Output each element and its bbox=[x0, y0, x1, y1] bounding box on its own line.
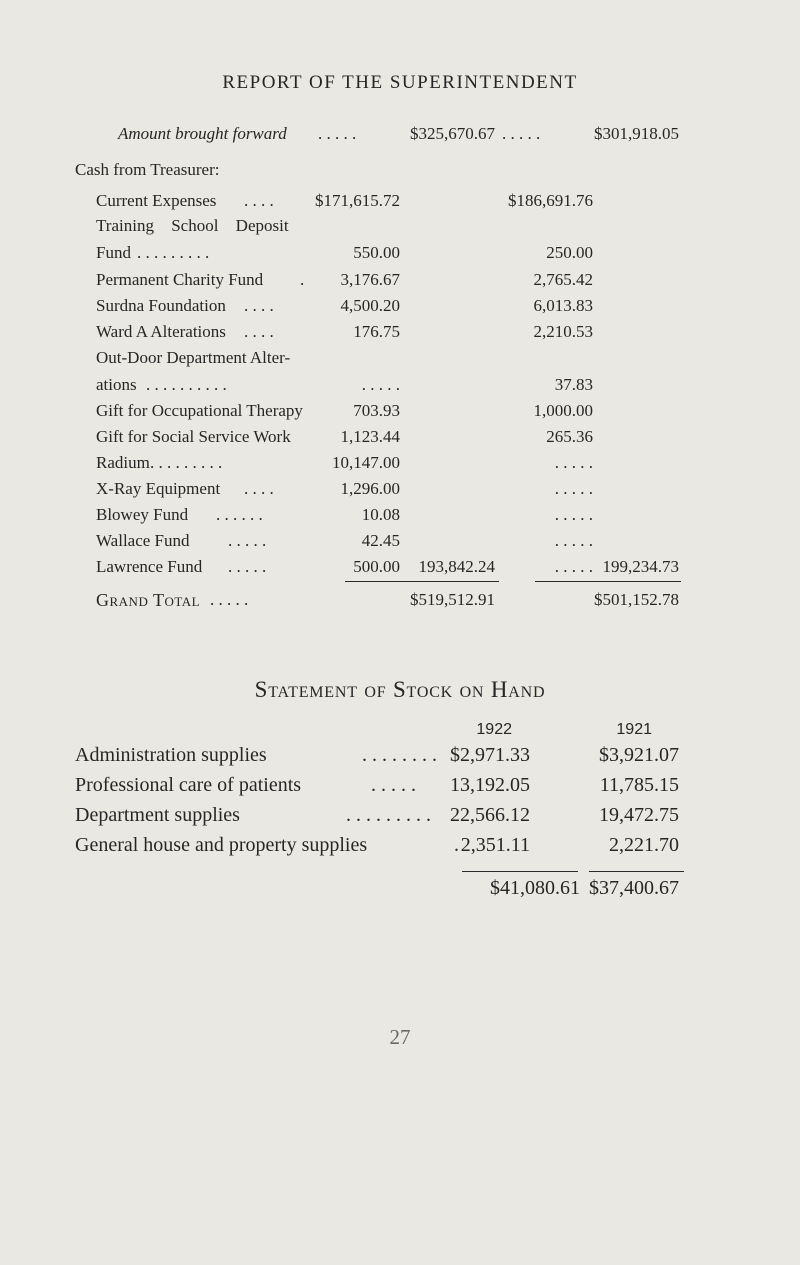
total-rule-1921 bbox=[535, 581, 681, 582]
row-label: Training School Deposit bbox=[96, 216, 289, 235]
amount-1921: . . . . . bbox=[554, 479, 593, 498]
amount-1922: . . . . . bbox=[361, 375, 400, 394]
amount-1922: 1,123.44 bbox=[340, 427, 400, 446]
amount-1922: $171,615.72 bbox=[315, 191, 400, 210]
row-label: Blowey Fund bbox=[96, 505, 189, 524]
row-label: General house and property supplies bbox=[75, 834, 368, 856]
stock-total-rule-1922 bbox=[462, 871, 578, 872]
grand-total-1922: $519,512.91 bbox=[410, 590, 495, 609]
row-label: Ward A Alterations bbox=[96, 322, 226, 341]
amount-1921: 6,013.83 bbox=[533, 296, 593, 315]
amount-1922: 1,296.00 bbox=[340, 479, 400, 498]
leader-dots: . . . . . bbox=[228, 531, 267, 550]
brought-forward-label: Amount brought forward bbox=[118, 124, 287, 143]
amount-1921: . . . . . bbox=[554, 557, 593, 576]
amount-1922: 703.93 bbox=[353, 401, 400, 420]
stock-1921: 2,221.70 bbox=[609, 834, 679, 856]
amount-1921: . . . . . bbox=[554, 505, 593, 524]
year-header-1921: 1921 bbox=[616, 721, 652, 738]
cash-heading: Cash from Treasurer: bbox=[75, 160, 220, 179]
amount-1921: 265.36 bbox=[546, 427, 593, 446]
leader-dots: . bbox=[454, 834, 459, 856]
amount-1922: 4,500.20 bbox=[340, 296, 400, 315]
grand-total-1921: $501,152.78 bbox=[594, 590, 679, 609]
row-label-continued: ations bbox=[96, 375, 137, 394]
amount-1921: 2,765.42 bbox=[533, 270, 593, 289]
leader-dots: . . . . . . . . . bbox=[137, 243, 210, 262]
stock-1922: 2,351.11 bbox=[460, 834, 530, 856]
amount-1922: 42.45 bbox=[361, 531, 400, 550]
amount-1922: 550.00 bbox=[353, 243, 400, 262]
leader-dots: . . . . . bbox=[502, 124, 541, 143]
amount-1921: 1,000.00 bbox=[533, 401, 593, 420]
amount-1921: 250.00 bbox=[546, 243, 593, 262]
row-label: Gift for Social Service Work bbox=[96, 427, 291, 446]
leader-dots: . . . . bbox=[244, 296, 274, 315]
leader-dots: . . . . bbox=[244, 191, 274, 210]
running-head: REPORT OF THE SUPERINTENDENT bbox=[222, 72, 578, 93]
amount-1921: . . . . . bbox=[554, 531, 593, 550]
row-label-continued: Fund bbox=[96, 243, 131, 262]
leader-dots: . . . . . . bbox=[216, 505, 263, 524]
row-label: Out-Door Department Alter- bbox=[96, 348, 291, 367]
row-label: Gift for Occupational Therapy bbox=[96, 401, 303, 420]
leader-dots: . . . . bbox=[244, 322, 274, 341]
row-label: Surdna Foundation bbox=[96, 296, 226, 315]
leader-dots: . . . . . bbox=[228, 557, 267, 576]
leader-dots: . . . . . . . . . bbox=[150, 453, 223, 472]
leader-dots: . bbox=[300, 270, 305, 289]
amount-1921: $186,691.76 bbox=[508, 191, 593, 210]
stock-1922: 13,192.05 bbox=[450, 774, 530, 796]
leader-dots: . . . . . bbox=[371, 774, 416, 796]
subtotal-1921: 199,234.73 bbox=[602, 557, 679, 576]
row-label: Professional care of patients bbox=[75, 774, 302, 796]
stock-1922: $2,971.33 bbox=[450, 744, 530, 766]
stock-1921: 11,785.15 bbox=[599, 774, 679, 796]
leader-dots: . . . . . . . . . bbox=[346, 804, 431, 826]
grand-total-label: Grand Total bbox=[96, 590, 201, 610]
amount-1921: 37.83 bbox=[554, 375, 593, 394]
amount-1921: . . . . . bbox=[554, 453, 593, 472]
subtotal-1922: 193,842.24 bbox=[418, 557, 495, 576]
amount-1922: 10.08 bbox=[361, 505, 400, 524]
year-header-1922: 1922 bbox=[476, 721, 512, 738]
stock-total-rule-1921 bbox=[589, 871, 684, 872]
brought-forward-1922: $325,670.67 bbox=[410, 124, 495, 143]
leader-dots: . . . . . . . . bbox=[362, 744, 437, 766]
row-label: Lawrence Fund bbox=[96, 557, 203, 576]
leader-dots: . . . . . bbox=[318, 124, 357, 143]
leader-dots: . . . . bbox=[244, 479, 274, 498]
amount-1921: 2,210.53 bbox=[533, 322, 593, 341]
amount-1922: 500.00 bbox=[353, 557, 400, 576]
row-label: Radium bbox=[96, 453, 150, 472]
row-label: Permanent Charity Fund bbox=[96, 270, 264, 289]
stock-1922: 22,566.12 bbox=[450, 804, 530, 826]
row-label: Current Expenses bbox=[96, 191, 217, 210]
brought-forward-1921: $301,918.05 bbox=[594, 124, 679, 143]
amount-1922: 176.75 bbox=[353, 322, 400, 341]
row-label: Administration supplies bbox=[75, 744, 267, 766]
amount-1922: 3,176.67 bbox=[340, 270, 400, 289]
total-rule-1922 bbox=[345, 581, 499, 582]
page-number: 27 bbox=[389, 1025, 411, 1049]
row-label: Wallace Fund bbox=[96, 531, 190, 550]
stock-1921: $3,921.07 bbox=[599, 744, 679, 766]
stock-1921: 19,472.75 bbox=[599, 804, 679, 826]
amount-1922: 10,147.00 bbox=[332, 453, 400, 472]
stock-title: Statement of Stock on Hand bbox=[254, 677, 546, 702]
row-label: X-Ray Equipment bbox=[96, 479, 221, 498]
stock-total-1921: $37,400.67 bbox=[589, 877, 679, 899]
row-label: Department supplies bbox=[75, 804, 240, 826]
leader-dots: . . . . . bbox=[210, 590, 249, 609]
leader-dots: . . . . . . . . . . bbox=[146, 375, 227, 394]
stock-total-1922: $41,080.61 bbox=[490, 877, 580, 899]
